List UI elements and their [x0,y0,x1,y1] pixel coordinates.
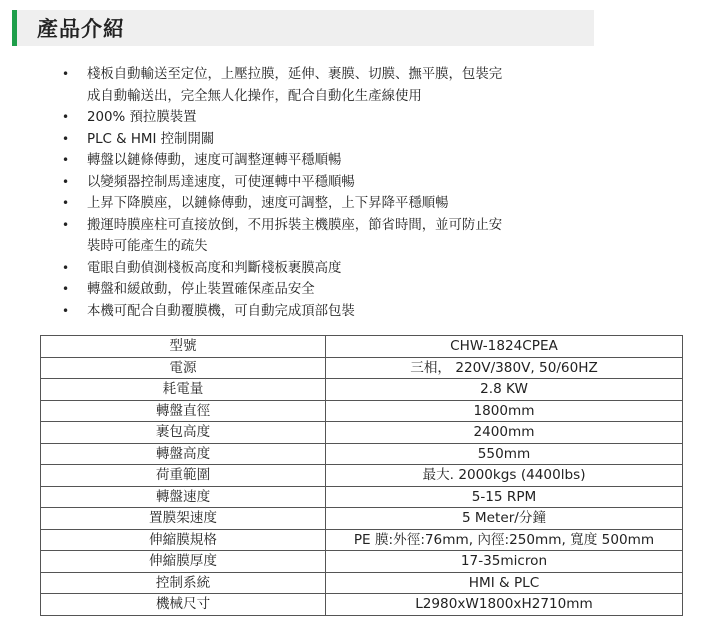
feature-text: 上昇下降膜座，以鏈條傳動，速度可調整，上下昇降平穩順暢 [87,196,449,211]
spec-value: 2400mm [326,422,683,444]
spec-row [41,551,683,573]
feature-text: 轉盤以鏈條傳動，速度可調整運轉平穩順暢 [87,153,342,168]
spec-row [41,594,683,616]
bullet-icon: • [62,303,70,318]
spec-value: 550mm [326,443,683,465]
bullet-icon: • [62,260,70,275]
spec-value: 三相， 220V/380V, 50/60HZ [326,357,683,379]
spec-value: 1800mm [326,400,683,422]
spec-value: 5 Meter/分鐘 [326,508,683,530]
spec-row [41,465,683,487]
bullet-icon: • [62,174,70,189]
header-accent-bar [12,10,17,46]
bullet-icon: • [62,131,70,146]
section-header [12,10,594,46]
feature-item [62,172,622,194]
spec-value: 5-15 RPM [326,486,683,508]
bullet-icon: • [62,217,70,232]
spec-value: L2980xW1800xH2710mm [326,594,683,616]
feature-item [62,129,622,151]
spec-row [41,357,683,379]
feature-text: PLC & HMI 控制開關 [87,131,215,147]
feature-text: 搬運時膜座柱可直接放倒，不用拆裝主機膜座，節省時間，並可防止安 [87,217,503,233]
spec-row [41,529,683,551]
spec-label: 電源 [41,357,326,379]
spec-label: 伸縮膜規格 [41,529,326,551]
bullet-icon: • [62,67,70,81]
bullet-icon: • [62,153,70,167]
spec-row [41,443,683,465]
feature-item [62,107,622,129]
feature-text: 棧板自動輸送至定位，上壓拉膜，延伸、裹膜、切膜、撫平膜，包裝完 [87,67,503,82]
feature-item [62,301,622,323]
feature-text: 裝時可能產生的疏失 [87,239,208,254]
feature-text: 200% 預拉膜裝置 [87,110,197,125]
spec-label: 置膜架速度 [41,508,326,530]
feature-text: 電眼自動偵測棧板高度和判斷棧板裹膜高度 [87,260,342,276]
feature-text: 本機可配合自動覆膜機，可自動完成頂部包裝 [87,303,355,319]
spec-row [41,379,683,401]
spec-label: 機械尺寸 [41,594,326,616]
spec-row [41,486,683,508]
feature-text: 以變頻器控制馬達速度，可使運轉中平穩順暢 [87,174,355,190]
spec-value: PE 膜:外徑:76mm, 內徑:250mm, 寬度 500mm [326,529,683,551]
spec-value: HMI & PLC [326,572,683,594]
bullet-icon: • [62,110,70,124]
spec-label: 耗電量 [41,379,326,401]
feature-item [62,150,622,172]
feature-item [62,258,622,280]
feature-item [62,193,622,215]
spec-label: 型號 [41,336,326,358]
spec-label: 轉盤速度 [41,486,326,508]
spec-value: 17-35micron [326,551,683,573]
spec-row [41,400,683,422]
spec-label: 控制系統 [41,572,326,594]
spec-value: 2.8 KW [326,379,683,401]
feature-text: 成自動輸送出，完全無人化操作，配合自動化生產線使用 [87,88,422,104]
spec-value: CHW-1824CPEA [326,336,683,358]
bullet-icon: • [62,196,70,210]
spec-row [41,336,683,358]
feature-list [62,64,622,322]
spec-label: 伸縮膜厚度 [41,551,326,573]
feature-item [62,64,622,107]
spec-label: 轉盤直徑 [41,400,326,422]
spec-label: 轉盤高度 [41,443,326,465]
spec-table [40,335,683,616]
spec-value: 最大. 2000kgs (4400lbs) [326,465,683,487]
spec-row [41,572,683,594]
spec-label: 荷重範圍 [41,465,326,487]
page-title: 產品介紹 [37,17,125,41]
feature-text: 轉盤和緩啟動，停止裝置確保產品安全 [87,282,315,297]
spec-row [41,422,683,444]
feature-item [62,279,622,301]
feature-item [62,215,622,258]
spec-row [41,508,683,530]
bullet-icon: • [62,282,70,296]
spec-label: 裹包高度 [41,422,326,444]
